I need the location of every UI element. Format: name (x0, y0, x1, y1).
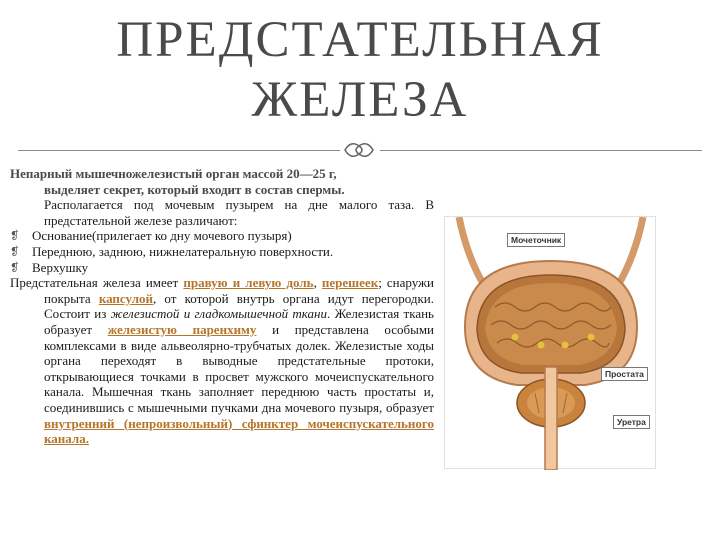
prostate-anatomy-image (445, 217, 657, 470)
emphasis-tissue: железистой и гладкомышечной ткани (110, 306, 327, 322)
slide-title (0, 10, 720, 130)
title-line-2: ЖЕЛЕЗА (251, 72, 469, 128)
text-run: и представлена особыми комплексами в виде альвеолярно-трубчатых долек. Железистые ходы органа переходят в выводные предстательные протоки, открывающиеся точками в просвет мужского мочеиспускательного канала. Мышечная ткань заполняет переднюю часть простаты и, соединившись с мышечными пучками дна мочевого пузыря, образует (44, 321, 435, 415)
link-sphincter[interactable]: внутренний (непроизвольный) сфинктер мочеиспускательного канала. (44, 415, 434, 447)
bullet-icon: ❡ (10, 230, 20, 243)
text-run: , от которой внутрь органа идут перегородки. Состоит из (44, 290, 434, 322)
title-divider-left (18, 150, 340, 151)
bullet-item-apex (10, 260, 434, 276)
bullet-text: Переднюю, заднюю, нижнелатеральную поверхности. (32, 243, 334, 259)
location-paragraph: Располагается под мочевым пузырем на дне малого таза. В предстательной железе различают: (44, 197, 434, 228)
bullet-item-surfaces (10, 244, 434, 260)
title-divider-right (380, 150, 702, 151)
link-isthmus[interactable]: перешеек (321, 275, 379, 291)
link-capsule[interactable]: капсулой (98, 290, 153, 306)
link-parenchyma[interactable]: железистую паренхиму (107, 321, 257, 337)
bullet-text: Верхушку (32, 259, 89, 275)
label-prostate: Простата (601, 367, 648, 381)
label-ureter: Мочеточник (507, 233, 565, 247)
bullet-text: Основание(прилегает ко дну мочевого пузыря) (32, 228, 292, 244)
text-run: Предстательная железа имеет (10, 275, 184, 291)
text-run: , (313, 275, 322, 291)
structure-paragraph (10, 275, 434, 447)
text-run: . Железистая ткань образует (44, 306, 434, 337)
bullet-icon: ❡ (10, 245, 20, 258)
title-line-1: ПРЕДСТАТЕЛЬНАЯ (116, 12, 604, 68)
slide-content (10, 166, 434, 447)
prostate-illustration (444, 216, 656, 469)
intro-line-1: Непарный мышечножелезистый орган массой 20—25 г, (10, 166, 337, 181)
link-lobes[interactable]: правую и левую доль (183, 275, 314, 291)
ornament-icon (341, 138, 377, 162)
text-run: ; снаружи покрыта (44, 275, 434, 306)
bullet-icon: ❡ (10, 261, 20, 274)
label-urethra: Уретра (613, 415, 650, 429)
intro-paragraph (10, 166, 434, 197)
intro-line-2: выделяет секрет, который входит в состав спермы. (44, 181, 345, 197)
bullet-item-base (10, 228, 434, 244)
